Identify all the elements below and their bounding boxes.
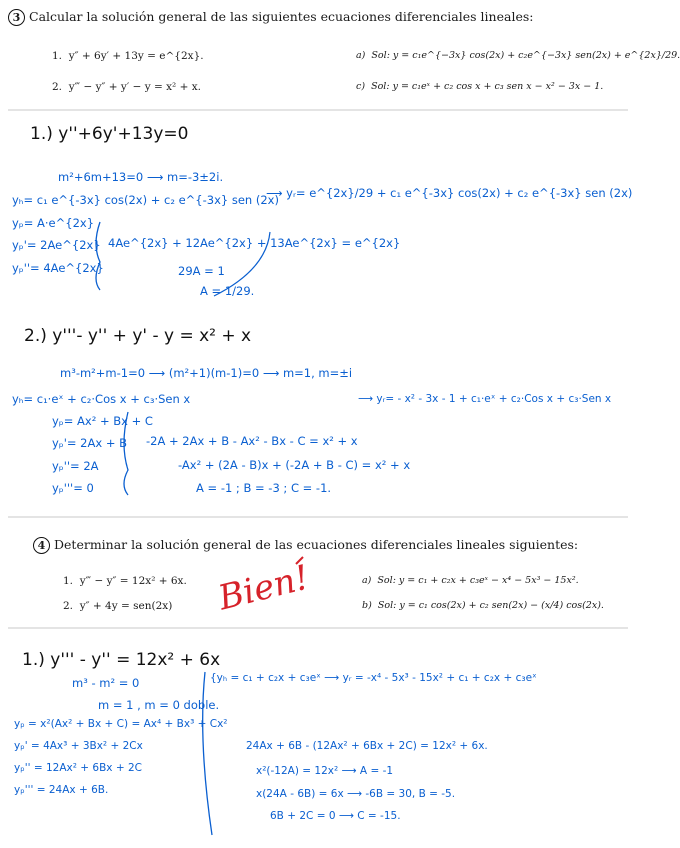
hw2-coefficients: A = -1 ; B = -3 ; C = -1. (196, 481, 332, 495)
hw1-characteristic: m²+6m+13=0 ⟶ m=-3±2i. (58, 170, 224, 184)
hw1-yp2: yₚ''= 4Ae^{2x} (12, 261, 104, 275)
exercise-4-heading (33, 537, 578, 554)
hw1-yp1: yₚ'= 2Ae^{2x} (12, 238, 101, 252)
heading-text: Calcular la solución general de las siguientes ecuaciones diferenciales lineales: (29, 9, 534, 24)
hw3-characteristic: m³ - m² = 0 (72, 676, 140, 690)
exercise-3-solution-1 (356, 50, 680, 61)
hw2-yp2: yₚ''= 2A (52, 459, 99, 473)
item-equation: y‴ − y″ = 12x² + 6x. (79, 575, 187, 587)
exercise-3-item-2 (52, 81, 201, 93)
hw1-a-value: A = 1/29. (200, 284, 255, 298)
solution-tag: b) (362, 600, 372, 611)
solution-tag: c) (356, 81, 366, 92)
hw1-general: ⟶ yᵣ= e^{2x}/29 + c₁ e^{-3x} cos(2x) + c₂ e^{-3x} sen (2x) (266, 186, 633, 200)
hw2-substitution: -2A + 2Ax + B - Ax² - Bx - C = x² + x (146, 434, 358, 448)
hw2-general: ⟶ yᵣ= - x² - 3x - 1 + c₁·eˣ + c₂·Cos x + c₃·Sen x (358, 393, 612, 405)
hw1-yp: yₚ= A·e^{2x} (12, 216, 95, 230)
exercise-4-item-2 (63, 600, 172, 612)
hw2-title: 2.) y'''- y'' + y' - y = x² + x (24, 326, 252, 346)
exercise-4-solution-2 (362, 600, 604, 611)
brace-stroke (203, 672, 212, 835)
hw2-homogeneous: yₕ= c₁·eˣ + c₂·Cos x + c₃·Sen x (12, 392, 191, 406)
hw1-substitution: 4Ae^{2x} + 12Ae^{2x} + 13Ae^{2x} = e^{2x} (108, 236, 401, 250)
hw3-general: {yₕ = c₁ + c₂x + c₃eˣ ⟶ yᵣ = -x⁴ - 5x³ - 15x² + c₁ + c₂x + c₃eˣ (210, 672, 537, 684)
hw3-yp3: yₚ''' = 24Ax + 6B. (14, 784, 109, 796)
brace-stroke (96, 222, 100, 290)
solution-tag: a) (356, 50, 366, 61)
solution-text: Sol: y = c₁eˣ + c₂ cos x + c₃ sen x − x² − 3x − 1. (371, 81, 604, 92)
item-equation: y‴ − y″ + y′ − y = x² + x. (68, 81, 201, 93)
exercise-number-badge: 3 (8, 9, 25, 26)
solution-text: Sol: y = c₁ cos(2x) + c₂ sen(2x) − (x/4) cos(2x). (377, 600, 604, 611)
solution-tag: a) (362, 575, 372, 586)
heading-text: Determinar la solución general de las ecuaciones diferenciales lineales siguientes: (54, 537, 579, 552)
solution-text: Sol: y = c₁ + c₂x + c₃eˣ − x⁴ − 5x³ − 15x². (377, 575, 579, 586)
exercise-4-item-1 (63, 575, 187, 587)
hw3-substitution: 24Ax + 6B - (12Ax² + 6Bx + 2C) = 12x² + 6x. (246, 740, 488, 752)
hw2-characteristic: m³-m²+m-1=0 ⟶ (m²+1)(m-1)=0 ⟶ m=1, m=±i (60, 366, 353, 380)
exercise-3-heading (8, 9, 533, 26)
item-number: 1. (63, 575, 74, 587)
exercise-4-solution-1 (362, 575, 579, 586)
hw3-a-value: x²(-12A) = 12x² ⟶ A = -1 (256, 765, 394, 777)
hw1-homogeneous: yₕ= c₁ e^{-3x} cos(2x) + c₂ e^{-3x} sen (2x) (12, 193, 279, 207)
hw1-title: 1.) y''+6y'+13y=0 (30, 124, 189, 144)
exercise-3-item-1 (52, 50, 204, 62)
hw3-title: 1.) y''' - y'' = 12x² + 6x (22, 650, 221, 670)
hw2-yp3: yₚ'''= 0 (52, 481, 94, 495)
hw2-yp1: yₚ'= 2Ax + B (52, 436, 128, 450)
item-equation: y″ + 6y′ + 13y = e^{2x}. (68, 50, 204, 62)
hw3-yp: yₚ = x²(Ax² + Bx + C) = Ax⁴ + Bx³ + Cx² (14, 718, 228, 730)
hw3-roots: m = 1 , m = 0 doble. (98, 698, 220, 712)
hw2-yp: yₚ= Ax² + Bx + C (52, 414, 153, 428)
exercise-number-badge: 4 (33, 537, 50, 554)
hw3-yp2: yₚ'' = 12Ax² + 6Bx + 2C (14, 762, 142, 774)
hw1-29a: 29A = 1 (178, 264, 225, 278)
exercise-3-solution-2 (356, 81, 603, 92)
hw3-b-value: x(24A - 6B) = 6x ⟶ -6B = 30, B = -5. (256, 788, 456, 800)
hw3-c-value: 6B + 2C = 0 ⟶ C = -15. (270, 810, 401, 822)
item-number: 2. (63, 600, 74, 612)
item-number: 1. (52, 50, 63, 62)
solution-text: Sol: y = c₁e^{−3x} cos(2x) + c₂e^{−3x} sen(2x) + e^{2x}/29. (371, 50, 680, 61)
item-number: 2. (52, 81, 63, 93)
grade-mark: Bien! (214, 557, 314, 619)
item-equation: y″ + 4y = sen(2x) (79, 600, 173, 612)
hw3-yp1: yₚ' = 4Ax³ + 3Bx² + 2Cx (14, 740, 143, 752)
hw2-grouped: -Ax² + (2A - B)x + (-2A + B - C) = x² + x (178, 458, 411, 472)
